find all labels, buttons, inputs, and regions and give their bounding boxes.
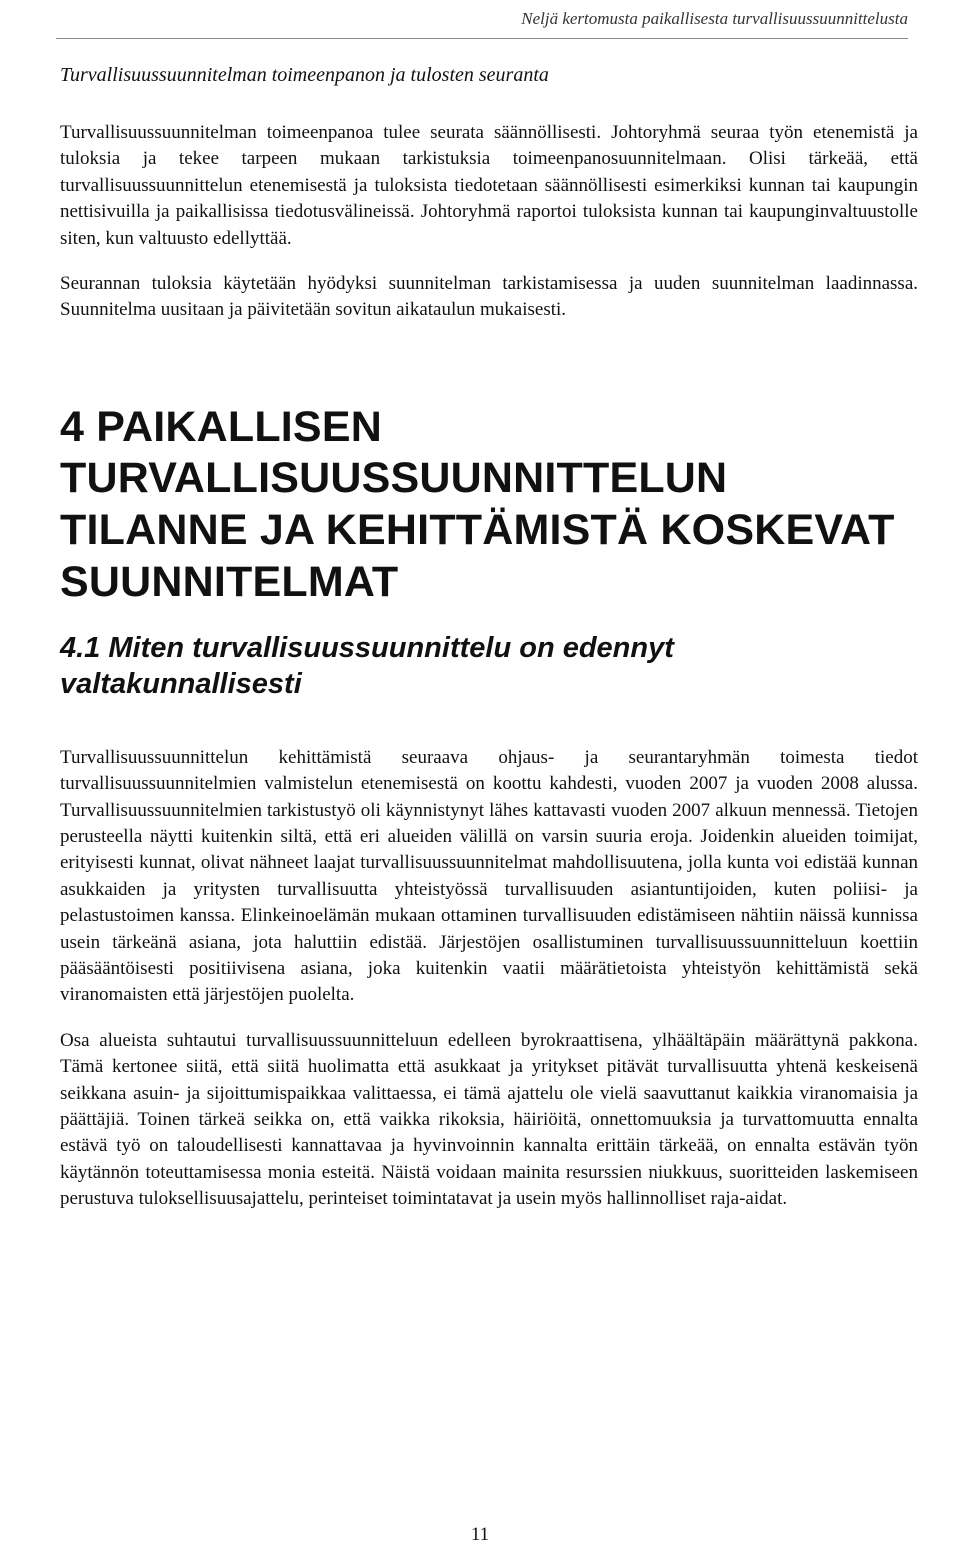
page-number: 11 <box>470 1524 490 1545</box>
body-paragraph: Seurannan tuloksia käytetään hyödyksi suunnitelman tarkistamisessa ja uuden suunnitelman laadinnassa. Suunnitelma uusitaan ja päivitetään sovitun aikataulun mukaisesti. <box>60 273 918 321</box>
body-paragraph: Turvallisuussuunnitelman toimeenpanoa tulee seurata säännöllisesti. Johtoryhmä seuraa työn etenemistä ja tuloksia ja tekee tarpeen mukaan tarkistuksia toimeenpanosuunnitelmaan. Olisi tärkeää, että turvallisuussuunnittelun etenemisestä ja tuloksista tiedotetaan säännöllisesti esimerkiksi kunnan tai kaupungin nettisivuilla ja paikallisissa tiedotusvälineissä. Johtoryhmä raportoi tuloksista kunnan tai kaupunginvaltuustolle siten, kun valtuusto edellyttää. <box>60 122 918 249</box>
chapter-heading: 4 PAIKALLISEN TURVALLISUUSSUUNNITTELUN TILANNE JA KEHITTÄMISTÄ KOSKEVAT SUUNNITELMAT <box>60 402 895 606</box>
subsection-heading: 4.1 Miten turvallisuussuunnittelu on edennyt valtakunnallisesti <box>60 632 674 701</box>
page-body <box>60 62 918 1232</box>
body-paragraph: Osa alueista suhtautui turvallisuussuunnitteluun edelleen byrokraattisena, ylhäältäpäin määrättynä pakkona. Tämä kertonee siitä, että siitä huolimatta että asukkaat ja yritykset pitävät turvallisuutta yhtenä keskeisenä seikkana asuin- ja sijoittumispaikkaa valittaessa, ei tämä ajattelu ole vielä saavuttanut kaikkia viranomaisia ja päättäjiä. Toinen tärkeä seikka on, että vaikka rikoksia, häiriöitä, onnettomuuksia ja turvattomuutta ennalta estävä työ on taloudellisesti kannattavaa ja hyvinvoinnin kannalta erittäin tärkeää, on ennalta estävän työn käytännön toteuttamisessa monia esteitä. Näistä voidaan mainita resurssien niukkuus, suoritteiden laskemiseen perustuva tuloksellisuusajattelu, perinteiset toimintatavat ja usein myös hallinnolliset raja-aidat. <box>60 1029 918 1210</box>
section-title: Turvallisuussuunnitelman toimeenpanon ja tulosten seuranta <box>60 64 549 86</box>
body-paragraph: Turvallisuussuunnittelun kehittämistä seuraava ohjaus- ja seurantaryhmän toimesta tiedot turvallisuussuunnitelmien valmistelun etenemisestä on koottu kahdesti, vuoden 2007 ja vuoden 2008 alussa. Turvallisuussuunnitelmien tarkistustyö oli käynnistynyt lähes kattavasti vuoden 2007 alkuun mennessä. Tietojen perusteella näytti kuitenkin siltä, että eri alueiden välillä on varsin suuria eroja. Joidenkin alueiden toimijat, erityisesti kunnat, olivat nähneet laajat turvallisuussuunnitelmat mahdollisuutena, jolla kunta voi edistää kunnan asukkaiden ja yritysten turvallisuutta yhteistyössä turvallisuuden asiantuntijoiden, kuten poliisi- ja pelastustoimen kanssa. Elinkeinoelämän mukaan ottaminen turvallisuuden edistämiseen nähtiin näissä kunnissa usein tärkeänä asiana, jota haluttiin edistää. Järjestöjen osallistuminen turvallisuussuunnitteluun koettiin pääsääntöisesti positiivisena asiana, joka kuitenkin vaatii määrätietoista yhteistyön kehittämistä sekä viranomaisten että järjestöjen puolelta. <box>60 746 918 1006</box>
running-header: Neljä kertomusta paikallisesta turvallisuussuunnittelusta <box>521 9 908 28</box>
header-divider <box>56 38 908 39</box>
